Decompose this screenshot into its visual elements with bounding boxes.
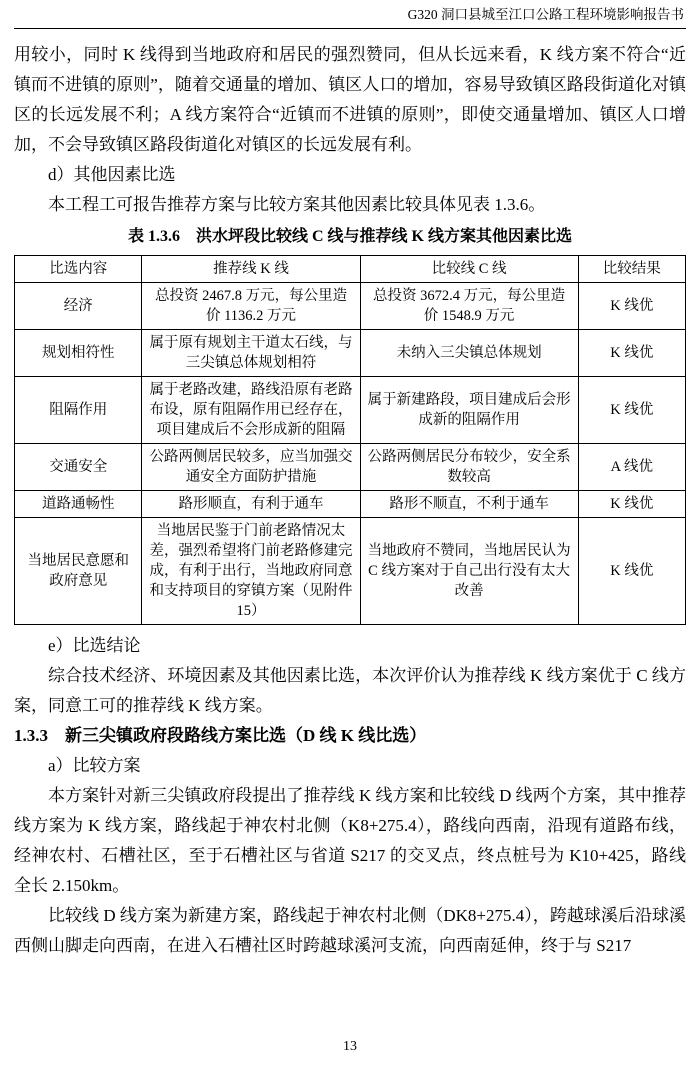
table-cell: 经济 [15, 282, 142, 329]
table-caption: 表 1.3.6 洪水坪段比较线 C 线与推荐线 K 线方案其他因素比选 [127, 227, 572, 245]
table-cell: 阻隔作用 [15, 376, 142, 443]
table-row [15, 329, 686, 376]
table-row [15, 376, 686, 443]
page-footer [0, 1039, 700, 1055]
list-item-d: d）其他因素比选 [48, 164, 176, 184]
table-cell: 未纳入三尖镇总体规划 [360, 329, 578, 376]
paragraph-table-reference: 本工程工可报告推荐方案与比较方案其他因素比较具体见表 1.3.6。 [48, 194, 546, 214]
table-header-cell: 比较线 C 线 [360, 255, 578, 282]
table-cell: 路形顺直，有利于通车 [142, 490, 360, 517]
table-row [15, 282, 686, 329]
table-row [15, 490, 686, 517]
table-cell: 属于原有规划主干道太石线，与三尖镇总体规划相符 [142, 329, 360, 376]
paragraph-continuation: 用较小，同时 K 线得到当地政府和居民的强烈赞同，但从长远来看，K 线方案不符合“近镇而不进镇的原则”，随着交通量的增加、镇区人口的增加，容易导致镇区路段街道化对镇区的长远发展不利；A 线方案符合“近镇而不进镇的原则”，即使交通量增加、镇区人口增加，不会导致镇区路段街道化对镇区的长远发展有利。 [14, 44, 686, 154]
table-cell: 属于新建路段，项目建成后会形成新的阻隔作用 [360, 376, 578, 443]
table-cell: 当地居民鉴于门前老路情况太差，强烈希望将门前老路修建完成，有利于出行，当地政府同意和支持项目的穿镇方案（见附件 15） [142, 517, 360, 624]
table-cell: 当地政府不赞同，当地居民认为 C 线方案对于自己出行没有太大改善 [360, 517, 578, 624]
table-cell: 当地居民意愿和政府意见 [15, 517, 142, 624]
table-cell: 交通安全 [15, 443, 142, 490]
table-cell: 道路通畅性 [15, 490, 142, 517]
paragraph-k-scheme: 本方案针对新三尖镇政府段提出了推荐线 K 线方案和比较线 D 线两个方案，其中推荐线方案为 K 线方案，路线起于神农村北侧（K8+275.4），路线向西南，沿现有道路布线，经神农村、石槽社区，至于石槽社区与省道 S217 的交叉点，终点桩号为 K10+425，路线全长 2.150km。 [14, 785, 686, 895]
page-number: 13 [343, 1039, 357, 1054]
table-cell: A 线优 [578, 443, 685, 490]
report-title: G320 洞口县城至江口公路工程环境影响报告书 [407, 7, 684, 22]
table-cell: 公路两侧居民分布较少，安全系数较高 [360, 443, 578, 490]
page-header [14, 4, 686, 29]
table-cell: 公路两侧居民较多，应当加强交通安全方面防护措施 [142, 443, 360, 490]
table-row [15, 443, 686, 490]
table-header-cell: 比选内容 [15, 255, 142, 282]
table-cell: K 线优 [578, 517, 685, 624]
paragraph-conclusion: 综合技术经济、环境因素及其他因素比选，本次评价认为推荐线 K 线方案优于 C 线方案，同意工可的推荐线 K 线方案。 [14, 665, 686, 715]
table-row [15, 517, 686, 624]
table-cell: K 线优 [578, 490, 685, 517]
table-cell: K 线优 [578, 329, 685, 376]
table-header-cell: 比较结果 [578, 255, 685, 282]
paragraph-d-scheme: 比较线 D 线方案为新建方案，路线起于神农村北侧（DK8+275.4），跨越球溪后沿球溪西侧山脚走向西南，在进入石槽社区时跨越球溪河支流，向西南延伸，终于与 S217 [14, 905, 686, 955]
table-cell: K 线优 [578, 376, 685, 443]
table-cell: 总投资 2467.8 万元，每公里造价 1136.2 万元 [142, 282, 360, 329]
table-cell: 规划相符性 [15, 329, 142, 376]
table-header-cell: 推荐线 K 线 [142, 255, 360, 282]
comparison-table [14, 255, 686, 625]
table-cell: 总投资 3672.4 万元，每公里造价 1548.9 万元 [360, 282, 578, 329]
list-item-e: e）比选结论 [48, 635, 141, 655]
table-cell: 路形不顺直，不利于通车 [360, 490, 578, 517]
page-content [14, 29, 686, 961]
table-header-row [15, 255, 686, 282]
table-cell: K 线优 [578, 282, 685, 329]
table-cell: 属于老路改建，路线沿原有老路布设，原有阻隔作用已经存在，项目建成后不会形成新的阻隔 [142, 376, 360, 443]
list-item-a: a）比较方案 [48, 755, 141, 775]
section-heading-1-3-3: 1.3.3 新三尖镇政府段路线方案比选（D 线 K 线比选） [14, 725, 427, 745]
